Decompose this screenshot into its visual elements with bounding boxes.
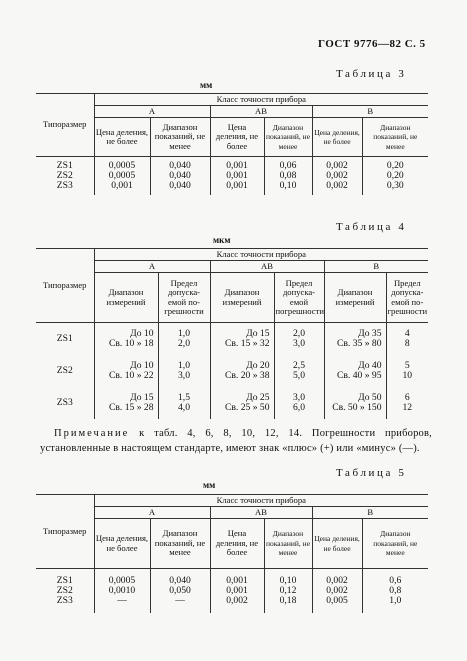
table4-tol-b: 5 10 [402, 359, 413, 381]
note-label: Примечание [54, 428, 130, 439]
table4-tol-b: 4 8 [404, 327, 410, 349]
table4-subhead: Диапазон измерений [324, 273, 386, 323]
table3-class-b: В [312, 106, 428, 118]
table3-col6: 0,20 0,20 0,30 [386, 159, 404, 191]
note [40, 426, 432, 456]
table4-range-b: До 50 Св. 50 » 150 [324, 387, 386, 419]
table4-class-ab: АВ [210, 261, 324, 273]
table4-subhead: Диапазон измерений [94, 273, 158, 323]
table4-subhead: Предел допуска-емой погрешности [274, 273, 324, 323]
table4-range-ab: До 15 Св. 15 » 32 [210, 323, 274, 355]
table3-unit: мм [200, 80, 213, 90]
table3-subhead: Диапазон показаний, не менее [264, 118, 312, 157]
table5-subhead: Цена деления, не более [312, 519, 362, 569]
table4-tol-ab: 3,0 6,0 [274, 387, 324, 419]
table4 [36, 248, 428, 419]
table4-range-a: До 15 Св. 15 » 28 [94, 387, 158, 419]
table5-class-a: А [94, 507, 210, 519]
table5 [36, 494, 428, 613]
table4-range-b: До 40 Св. 40 » 95 [324, 355, 386, 387]
table4-tol-a: 1,5 4,0 [158, 387, 210, 419]
table3-caption: Таблица 3 [336, 68, 407, 80]
table5-caption: Таблица 5 [336, 467, 407, 479]
table4-row-name: ZS1 [36, 323, 94, 355]
table5-subhead: Цена деления, не более [210, 519, 264, 569]
table5-col6: 0,6 0,8 1,0 [389, 574, 402, 606]
table4-row-name: ZS3 [36, 387, 94, 419]
table5-col1: 0,0005 0,0010 — [94, 569, 150, 613]
table3-subhead: Цена деления, не более [210, 118, 264, 157]
table4-class-header: Класс точности прибора [94, 249, 428, 261]
table3-class-header: Класс точности прибора [94, 94, 428, 106]
table5-subhead: Диапазон показаний, не менее [264, 519, 312, 569]
note-text: к табл. 4, 6, 8, 10, 12, 14. Погрешности приборов, установленные в настоящем стандарте, имеют знак «плюс» (+) или «минус» (—). [40, 428, 432, 454]
table5-row-header: Типоразмер [36, 495, 94, 569]
table5-subhead: Диапазон показаний, не менее [362, 519, 428, 569]
table4-range-ab: До 20 Св. 20 » 38 [210, 355, 274, 387]
table4-tol-b: 6 12 [402, 391, 413, 413]
table4-unit: мкм [213, 235, 231, 245]
table3 [36, 93, 428, 195]
table4-class-a: А [94, 261, 210, 273]
table3-class-ab: АВ [210, 106, 312, 118]
table4-subhead: Предел допуска-емой по-грешности [158, 273, 210, 323]
table4-caption: Таблица 4 [336, 221, 407, 233]
table4-tol-ab: 2,0 3,0 [274, 323, 324, 355]
table3-subhead: Диапазон показаний, не менее [362, 118, 428, 157]
table5-names: ZS1 ZS2 ZS3 [36, 569, 94, 613]
table3-subhead: Цена деления, не более [94, 118, 150, 157]
table5-col5: 0,002 0,002 0,005 [312, 569, 362, 613]
table5-unit: мм [203, 480, 216, 490]
table4-row-header: Типоразмер [36, 249, 94, 323]
table3-col4: 0,06 0,08 0,10 [264, 157, 312, 195]
table3-col5: 0,002 0,002 0,002 [312, 157, 362, 195]
table5-class-header: Класс точности прибора [94, 495, 428, 507]
page-header: ГОСТ 9776—82 С. 5 [318, 38, 426, 50]
table4-range-a: До 10 Св. 10 » 18 [94, 323, 158, 355]
table5-subhead: Цена деления, не более [94, 519, 150, 569]
table4-range-a: До 10 Св. 10 » 22 [94, 355, 158, 387]
table4-tol-a: 1,0 2,0 [158, 323, 210, 355]
table5-subhead: Диапазон показаний, не менее [150, 519, 210, 569]
table5-col2: 0,040 0,050 — [150, 569, 210, 613]
table3-row-header: Типоразмер [36, 94, 94, 157]
table4-subhead: Предел допуска-емой по-грешности [386, 273, 428, 323]
table4-row-name: ZS2 [36, 355, 94, 387]
table3-subhead: Цена деления, не более [312, 118, 362, 157]
table4-tol-a: 1,0 3,0 [158, 355, 210, 387]
table4-class-b: В [324, 261, 428, 273]
table5-col3: 0,001 0,001 0,002 [210, 569, 264, 613]
table5-class-ab: АВ [210, 507, 312, 519]
table3-class-a: А [94, 106, 210, 118]
table3-col1: 0,0005 0,0005 0,001 [94, 157, 150, 195]
table5-col4: 0,10 0,12 0,18 [264, 569, 312, 613]
table4-tol-ab: 2,5 5,0 [274, 355, 324, 387]
table3-subhead: Диапазон показаний, не менее [150, 118, 210, 157]
table3-col3: 0,001 0,001 0,001 [210, 157, 264, 195]
table4-range-b: До 35 Св. 35 » 80 [324, 323, 386, 355]
table4-range-ab: До 25 Св. 25 » 50 [210, 387, 274, 419]
table3-names: ZS1 ZS2 ZS3 [36, 157, 94, 195]
table3-col2: 0,040 0,040 0,040 [150, 157, 210, 195]
table4-subhead: Диапазон измерений [210, 273, 274, 323]
table5-class-b: В [312, 507, 428, 519]
